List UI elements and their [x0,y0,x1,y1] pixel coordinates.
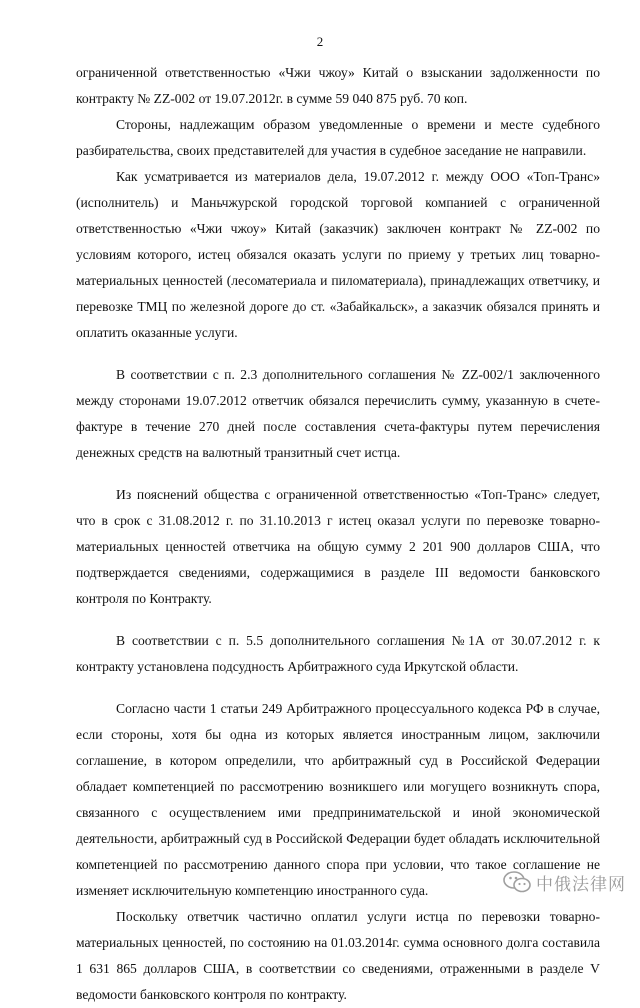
paragraph-7: Согласно части 1 статьи 249 Арбитражного процессуального кодекса РФ в случае, если стороны, хотя бы одна из которых является иностранным лицом, заключили соглашение, в котором определили, что арбитражный суд в Российской Федерации обладает компетенцией по рассмотрению возникшего или могущего возникнуть спора, связанного с осуществлением ими предпринимательской и иной экономической деятельности, арбитражный суд в Российской Федерации будет обладать исключительной компетенцией по рассмотрению данного спора при условии, что такое соглашение не изменяет исключительную компетенцию иностранного суда. [76,701,600,898]
paragraph-3: Как усматривается из материалов дела, 19.07.2012 г. между ООО «Топ-Транс» (исполнитель) и Маньчжурской городской торговой компанией с ограниченной ответственностью «Чжи чжоу» Китай (заказчик) заключен контракт № ZZ-002 по условиям которого, истец обязался оказать услуги по приему у третьих лиц товарно-материальных ценностей (лесоматериала и пиломатериала), принадлежащих ответчику, и перевозке ТМЦ по железной дороге до ст. «Забайкальск», а заказчик обязался принять и оплатить оказанные услуги. [76,169,600,340]
paragraph-8: Поскольку ответчик частично оплатил услуги истца по перевозки товарно-материальных ценностей, по состоянию на 01.03.2014г. сумма основного долга составила 1 631 865 долларов США, в соответствии со сведениями, отраженными в разделе V ведомости банковского контроля по контракту. [76,909,600,1002]
paragraph-6: В соответствии с п. 5.5 дополнительного соглашения №1А от 30.07.2012 г. к контракту установлена подсудность Арбитражного суда Иркутской области. [76,633,600,674]
page-number: 2 [316,34,324,49]
paragraph-4: В соответствии с п. 2.3 дополнительного соглашения № ZZ-002/1 заключенного между сторонами 19.07.2012 ответчик обязался перечислить сумму, указанную в счете-фактуре в течение 270 дней после составления счета-фактуры путем перечисления денежных средств на валютный транзитный счет истца. [76,367,600,460]
wechat-icon [502,869,532,895]
document-body [76,60,600,1008]
paragraph-1: ограниченной ответственностью «Чжи чжоу» Китай о взыскании задолженности по контракту № ZZ-002 от 19.07.2012г. в сумме 59 040 875 руб. 70 коп. [76,65,600,106]
paragraph-2: Стороны, надлежащим образом уведомленные о времени и месте судебного разбирательства, своих представителей для участия в судебное заседание не направили. [76,117,600,158]
paragraph-5: Из пояснений общества с ограниченной ответственностью «Топ-Транс» следует, что в срок с 31.08.2012 г. по 31.10.2013 г истец оказал услуги по перевозке товарно-материальных ценностей ответчика на общую сумму 2 201 900 долларов США, что подтверждается сведениями, содержащимися в разделе III ведомости банковского контроля по Контракту. [76,487,600,606]
watermark-text: 中俄法律网 [536,874,626,895]
watermark [502,869,626,895]
